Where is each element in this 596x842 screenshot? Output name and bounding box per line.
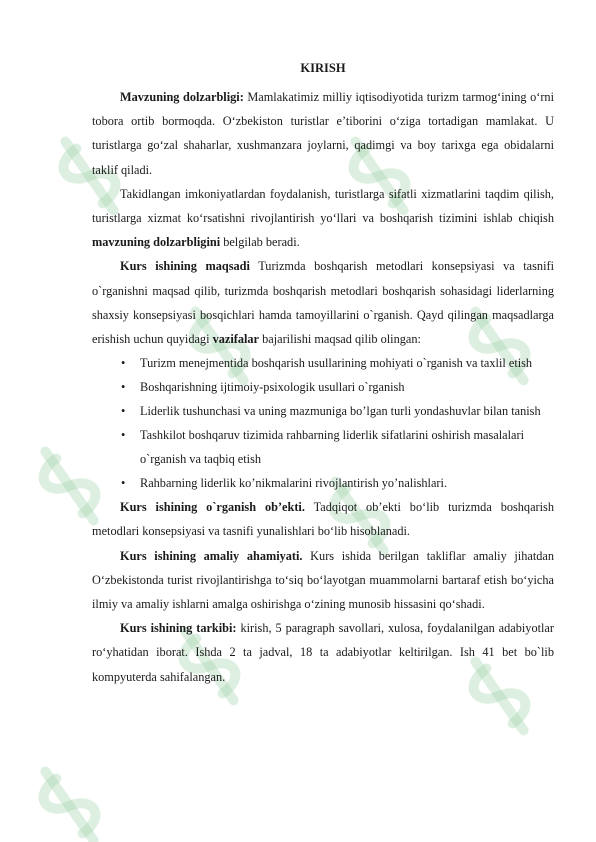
label-structure: Kurs ishining tarkibi: (120, 621, 237, 636)
label-goal: Kurs ishining maqsadi (120, 259, 250, 274)
text-goal-a: Turizmda boshqarish metodlari konsepsiyasi va tasnifi o`rganishni maqsad qilib, turizmda boshqarish metodlari boshqarish sohasidagi liderlarning shaxsiy konsepsiyasi bosqichlari hamda tamoyillarini o`rganish. Qayd qilingan maqsadlarga erishish uchun quyidagi (92, 259, 554, 347)
label-significance: Kurs ishining amaliy ahamiyati. (120, 548, 303, 563)
bold-relevance: mavzuning dolzarbligini (92, 235, 221, 250)
paragraph-goal (92, 254, 554, 351)
list-item: • Rahbarning liderlik ko’nikmalarini rivojlantirish yo’nalishlari. (121, 471, 554, 495)
list-item: • Turizm menejmentida boshqarish usullarining mohiyati o`rganish va taxlil etish (121, 351, 554, 375)
paragraph-relevance (92, 85, 554, 182)
paragraph-structure (92, 616, 554, 689)
text-goal-b: bajarilishi maqsad qilib olingan: (259, 332, 421, 347)
list-item: • Tashkilot boshqaruv tizimida rahbarning liderlik sifatlarini oshirish masalalari o`rganish va taqbiq etish (121, 423, 554, 471)
text-significance: Kurs ishida berilgan takliflar amaliy jihatdan O‘zbekistonda turist rivojlantirishga to‘siq bo‘layotgan muammolarni bartaraf etish bo‘yicha ilmiy va amaliy ishlarni amalga oshirishga o‘zining munosib hissasini qo‘shadi. (92, 548, 554, 612)
watermark-mark (31, 761, 109, 842)
list-item: • Liderlik tushunchasi va uning mazmuniga bo’lgan turli yondashuvlar bilan tanish (121, 399, 554, 423)
text-structure: kirish, 5 paragraph savollari, xulosa, foydalanilgan adabiyotlar ro‘yhatidan iborat. Ishda 2 ta jadval, 18 ta adabiyotlar keltirilgan. Ish 41 bet bo`lib kompyuterda sahifalangan. (92, 621, 554, 684)
text-relevance: Mamlakatimiz milliy iqtisodiyotida turizm tarmog‘ining o‘rni tobora ortib bormoqda. O‘zbekiston turistlar e’tiborini o‘ziga tortadigan mamlakat. U turistlarga go‘zal shaharlar, xushmanzara joylarni, qadimgi va boy tarixga ega obidalarni taklif qiladi. (92, 90, 554, 177)
page-title: KIRISH (300, 61, 346, 75)
text-note-b: belgilab beradi. (220, 235, 300, 250)
tasks-list (92, 351, 554, 495)
bold-tasks: vazifalar (212, 332, 260, 347)
document-page (92, 58, 554, 689)
paragraph-relevance-note (92, 182, 554, 255)
label-relevance: Mavzuning dolzarbligi: (120, 90, 244, 104)
list-item: • Boshqarishning ijtimoiy-psixologik usullari o`rganish (121, 375, 554, 399)
paragraph-significance (92, 544, 554, 617)
text-object: Tadqiqot ob’ekti bo‘lib turizmda boshqarish metodlari konsepsiyasi va tasnifi yunalishlari bo‘lib hisoblanadi. (92, 500, 554, 539)
label-object: Kurs ishining o`rganish ob’ekti. (120, 500, 305, 515)
paragraph-object (92, 495, 554, 543)
text-note-a: Takidlangan imkoniyatlardan foydalanish, turistlarga sifatli xizmatlarini taqdim qilish, turistlarga xizmat ko‘rsatishni rivojlantirish yo‘llari va boshqarish tizimini ishlab chiqish (92, 186, 554, 226)
